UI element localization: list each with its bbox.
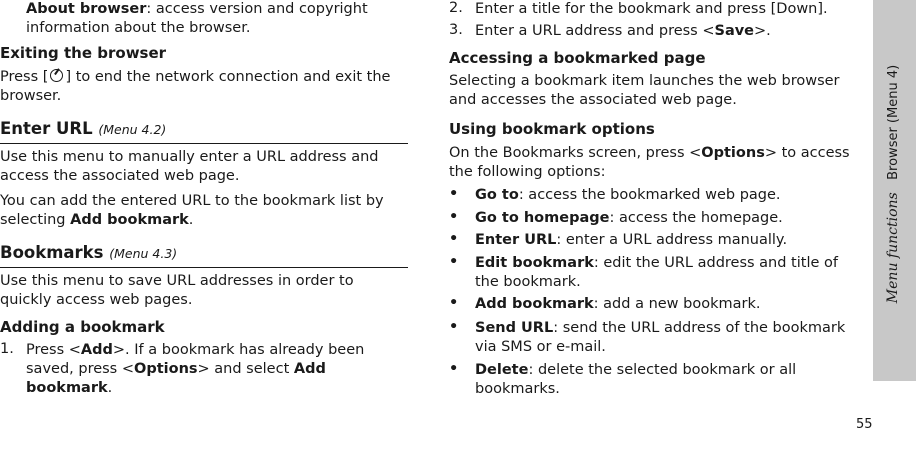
bookmarks-description: Use this menu to save URL addresses in order to quickly access web pages. — [0, 273, 354, 308]
option-go-to-homepage: • Go to homepage: access the homepage. — [449, 209, 783, 226]
about-browser-item: About browser: access version and copyright information about the browser. — [26, 1, 368, 36]
step-2: 2. Enter a title for the bookmark and press [Down]. — [449, 0, 828, 17]
exiting-heading: Exiting the browser — [0, 44, 167, 62]
enter-url-note: You can add the entered URL to the bookmark list by selecting Add bookmark. — [0, 193, 384, 228]
option-send-url: • Send URL: send the URL address of the bookmark via SMS or e-mail. — [449, 319, 846, 355]
accessing-text: Selecting a bookmark item launches the web browser and accesses the associated web page. — [449, 73, 840, 108]
enter-url-description: Use this menu to manually enter a URL address and access the associated web page. — [0, 149, 379, 184]
step-1: 1. Press <Add>. If a bookmark has already been saved, press <Options> and select Add bookmark. — [0, 341, 365, 396]
step-3: 3. Enter a URL address and press <Save>. — [449, 22, 771, 39]
option-add-bookmark: • Add bookmark: add a new bookmark. — [449, 295, 761, 312]
end-call-icon — [50, 69, 63, 82]
option-edit-bookmark: • Edit bookmark: edit the URL address and title of the bookmark. — [449, 254, 838, 290]
adding-heading: Adding a bookmark — [0, 318, 165, 336]
option-go-to: • Go to: access the bookmarked web page. — [449, 186, 781, 203]
about-browser-label: About browser — [26, 1, 147, 17]
bookmarks-heading: Bookmarks (Menu 4.3) — [0, 243, 408, 268]
using-heading: Using bookmark options — [449, 120, 655, 138]
option-delete: • Delete: delete the selected bookmark or all bookmarks. — [449, 361, 797, 397]
section-tab-label: Menu functions Browser (Menu 4) — [885, 64, 901, 304]
using-text: On the Bookmarks screen, press <Options> to access the following options: — [449, 145, 850, 180]
page-number: 55 — [856, 417, 873, 432]
option-enter-url: • Enter URL: enter a URL address manually. — [449, 231, 788, 248]
accessing-heading: Accessing a bookmarked page — [449, 49, 706, 67]
enter-url-heading: Enter URL (Menu 4.2) — [0, 119, 408, 144]
exiting-text: Press [ ] to end the network connection and exit the browser. — [0, 69, 391, 104]
